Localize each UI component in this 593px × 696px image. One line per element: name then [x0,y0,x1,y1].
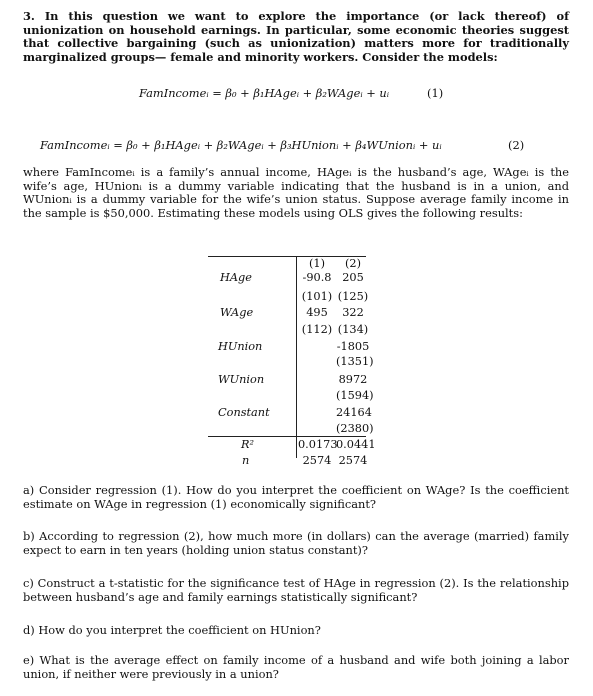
equation-2: FamIncomeᵢ = β₀ + β₁HAgeᵢ + β₂WAgeᵢ + β₃HUnionᵢ + β₄WUnionᵢ + uᵢ [40,138,442,152]
se-wage-2: (134) [337,323,369,336]
row-label-hage: HAge [220,271,252,284]
n-2: 2574 [338,454,368,467]
coef-hunion-2: -1805 [336,340,370,353]
se-hage-1: (101) [301,290,333,303]
question-intro: 3. In this question we want to explore the importance (or lack thereof) of unionization on household earnings. In particular, some economic theories suggest that collective bargaining (such as unionization) matters more for traditionally marginalized groups— female and minority workers. Consider the models: [23,9,569,64]
se-wunion-2: (1594) [336,389,374,402]
equation-1: FamIncomeᵢ = β₀ + β₁HAgeᵢ + β₂WAgeᵢ + uᵢ [139,86,390,100]
se-wage-1: (112) [301,323,333,336]
col-header-1: (1) [308,257,325,270]
coef-wage-1: 495 [306,306,328,319]
question-b: b) According to regression (2), how much more (in dollars) can the average (married) family expect to earn in ten years (holding union status constant)? [23,529,569,557]
question-d: d) How do you interpret the coefficient on HUnion? [23,623,321,637]
table-stats-rule [208,436,366,437]
n-1: 2574 [302,454,332,467]
question-a: a) Consider regression (1). How do you interpret the coefficient on WAge? Is the coefficient estimate on WAge in regression (1) economically significant? [23,483,569,511]
coef-hage-1: -90.8 [302,271,332,284]
question-c: c) Construct a t-statistic for the significance test of HAge in regression (2). Is the relationship between husband’s age and family earnings statistically significant? [23,576,569,604]
row-label-hunion: HUnion [218,340,263,353]
coef-wage-2: 322 [342,306,364,319]
coef-hage-2: 205 [342,271,364,284]
r2-1: 0.0173 [298,438,338,451]
row-label-n: n [242,454,250,467]
col-header-2: (2) [344,257,361,270]
se-hunion-2: (1351) [336,355,374,368]
se-constant-2: (2380) [336,422,374,435]
coef-constant-2: 24164 [336,406,372,419]
table-column-rule [296,256,297,458]
r2-2: 0.0441 [336,438,376,451]
equation-2-number: (2) [508,138,525,152]
row-label-wunion: WUnion [218,373,265,386]
row-label-constant: Constant [218,406,270,419]
se-hage-2: (125) [337,290,369,303]
row-label-r2: R² [241,438,255,451]
question-e: e) What is the average effect on family income of a husband and wife both joining a labor union, if neither were previously in a union? [23,653,569,681]
row-label-wage: WAge [220,306,254,319]
equation-1-number: (1) [427,86,444,100]
model-description: where FamIncomeᵢ is a family’s annual income, HAgeᵢ is the husband’s age, WAgeᵢ is the wife’s age, HUnionᵢ is a dummy variable indicating that the husband is in a union, and WUnionᵢ is a dummy variable for the wife’s union status. Suppose average family income in the sample is $50,000. Estimating these models using OLS gives the following results: [23,165,569,220]
coef-wunion-2: 8972 [338,373,368,386]
